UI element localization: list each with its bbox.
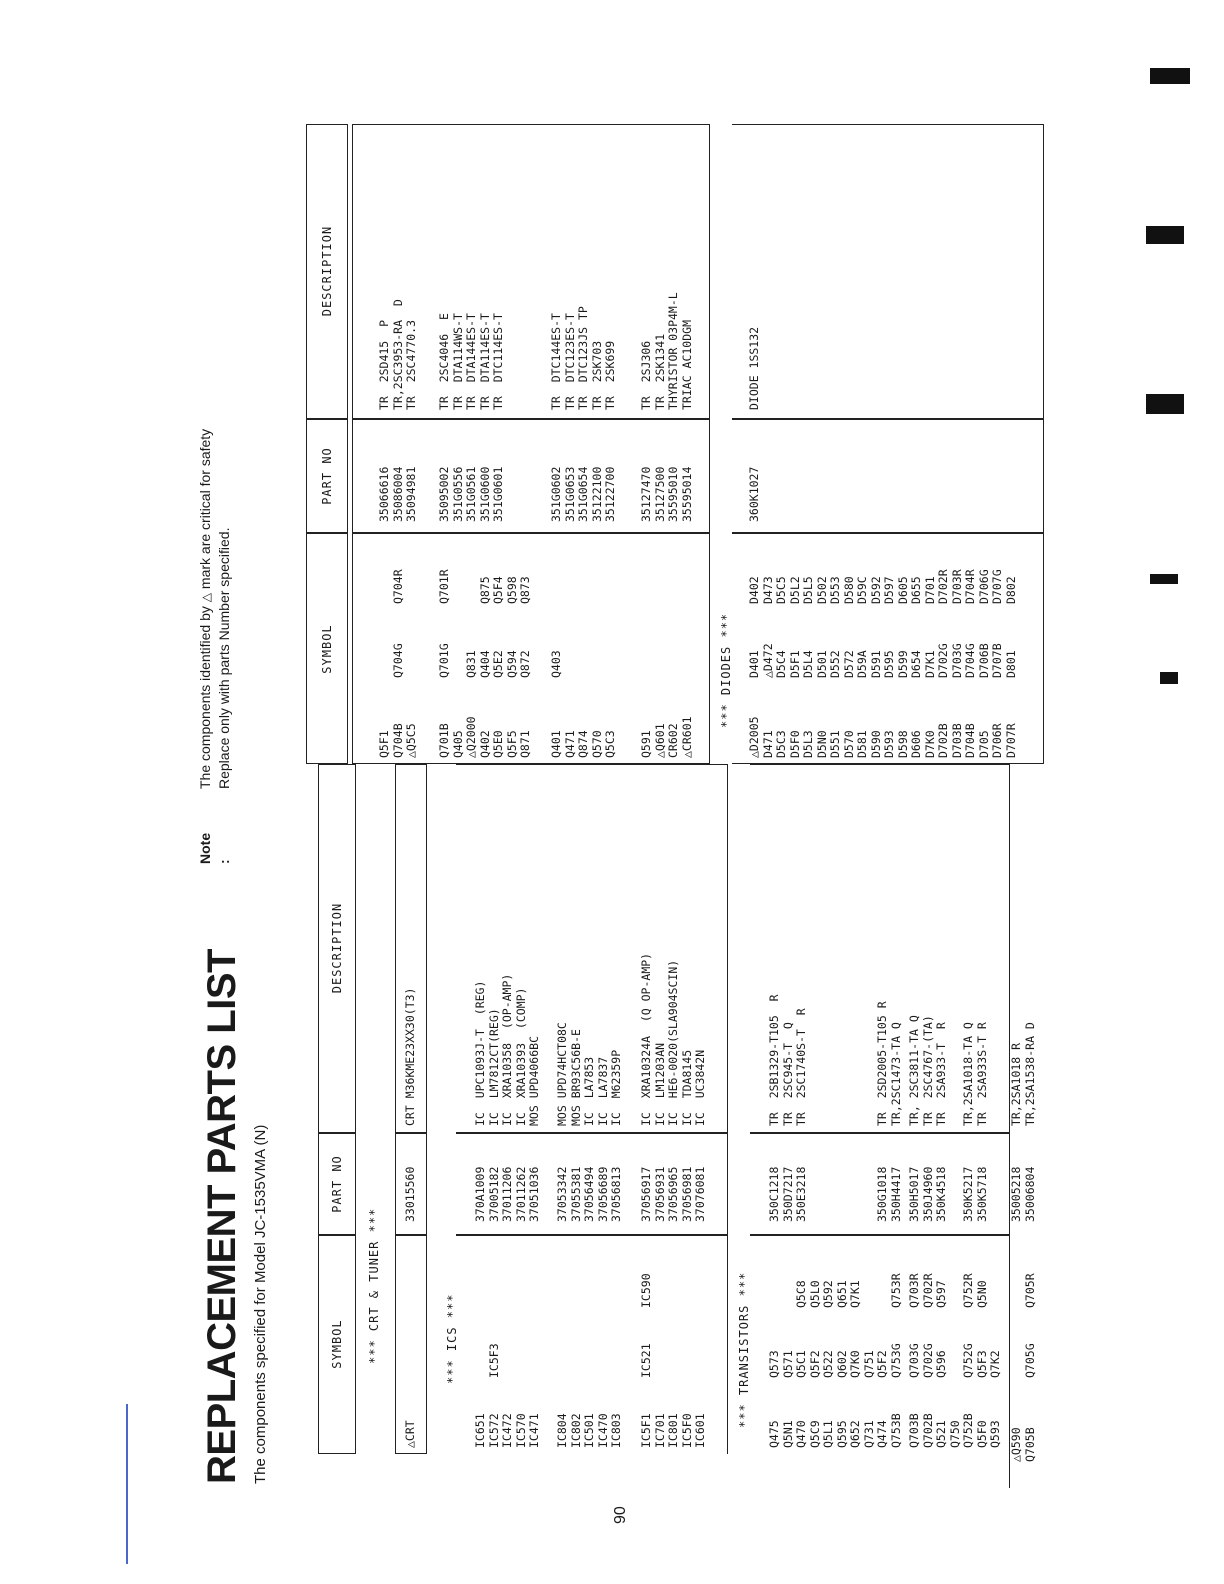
page-subtitle: The components specified for Model JC-1535VMA (N) <box>252 1124 269 1484</box>
description-col: DIODE 1SS132 <box>747 326 761 410</box>
section-crt-tuner: *** CRT & TUNER *** <box>367 1207 381 1364</box>
symbols-col-3: Q704R <box>390 569 405 604</box>
symbols-col-2: Q703G Q702G Q596 Q752G Q5F3 Q7K2 <box>907 1343 1002 1378</box>
note-line-2: Replace only with parts Number specified. <box>216 527 232 789</box>
symbols-col-1: Q5F1 Q704B △Q5C5 <box>377 723 418 758</box>
header-symbol: SYMBOL <box>320 624 334 674</box>
symbols-col-2: D401 △D472 D5C4 D5F1 D5L4 D501 D552 D572 D59A D591 D595 D599 D654 D7K1 D702G D703G D704G D706B D707B D801 <box>747 643 1018 678</box>
symbols-col-3: IC590 <box>639 1273 653 1308</box>
page-title: REPLACEMENT PARTS LIST <box>200 949 244 1484</box>
section-ics: *** ICS *** <box>445 1293 459 1384</box>
part-no-col: 370A1009 37005182 37011206 37011262 37051036 <box>473 1166 541 1222</box>
crt-part-no: 33015560 <box>403 1166 417 1222</box>
symbols-col-1: IC804 IC802 IC501 IC470 IC803 <box>555 1413 623 1448</box>
section-diodes: *** DIODES *** <box>719 612 733 728</box>
part-no-col: 35066616 35086004 35094981 <box>377 466 418 522</box>
part-no-col: 350C1218 350D7217 350E3218 <box>767 1166 808 1222</box>
scan-mark <box>1146 394 1184 414</box>
symbols-col-3: Q701R Q875 Q5F4 Q598 Q873 <box>437 569 532 604</box>
symbols-col-1: Q591 △Q601 CR602 △CR601 <box>639 716 694 758</box>
description-col: TR 2SJ306 TR 2SK1341 THYRISTOR 03P4M-L TRIAC AC10DGM <box>639 292 694 410</box>
scan-mark <box>1150 574 1178 584</box>
symbols-col-3: Q703R Q702R Q597 Q752R Q5N0 <box>907 1273 989 1308</box>
symbols-col-2: Q573 Q571 Q5C1 Q5F2 Q522 Q602 Q7K0 Q751 Q5F2 Q753G <box>767 1343 903 1378</box>
symbols-col-2: Q701G Q831 Q404 Q5E2 Q594 Q872 <box>437 643 532 678</box>
part-no-col: 37053342 37055381 37056494 37056689 37056813 <box>555 1166 623 1222</box>
symbols-col-1: △Q590 Q705B <box>1009 1427 1037 1462</box>
symbols-col-3: Q705R <box>1022 1273 1037 1308</box>
description-col: IC XRA10324A (Q OP-AMP) IC LM1203AN IC HE6-0020(SLA904SCIN) IC TDA8145 IC UC3842N <box>639 952 707 1126</box>
part-no-col: 350H5017 350J4960 350K4518 <box>907 1166 948 1222</box>
header-part-no: PART NO <box>330 1155 344 1213</box>
transistors-box <box>750 764 1010 1488</box>
description-col: TR DTC144ES-T TR DTC123ES-T TR DTC123JS TP TR 2SK703 TR 2SK699 <box>549 306 617 410</box>
description-col: TR 2SD2005-T105 R TR,2SC1473-TA Q <box>875 1001 903 1126</box>
warning-triangle-icon: △ <box>199 592 213 603</box>
symbols-col-1: Q703B Q702B Q521 Q750 Q752B Q5F0 Q593 <box>907 1413 1002 1448</box>
part-no-col: 351G0602 351G0653 351G0654 35122100 35122700 <box>549 466 617 522</box>
description-col: IC UPC1093J-T (REG) IC LM7812CT(REG) IC XRA10358 (OP-AMP) IC XRA10393 (COMP) MOS UPD4066BC <box>473 973 541 1126</box>
part-no-col: 35095002 351G0556 351G0561 351G0600 351G0601 <box>437 466 505 522</box>
symbols-col-2: Q705G <box>1022 1343 1037 1378</box>
scan-mark <box>1150 68 1190 84</box>
scan-mark <box>1160 672 1178 684</box>
description-col: TR,2SA1018 R TR,2SA1538-RA D <box>1009 1022 1037 1126</box>
symbols-col-2: IC521 <box>639 1343 653 1378</box>
scan-mark <box>1146 226 1184 244</box>
part-no-col: 35005218 35006804 <box>1009 1166 1037 1222</box>
note-text-a: The components identified by <box>197 606 213 789</box>
symbols-col-2: IC5F3 <box>486 1343 501 1378</box>
part-no-col: 360K1027 <box>747 466 761 522</box>
description-col: TR,2SA1018-TA Q TR 2SA933S-T R <box>961 1022 989 1126</box>
edge-line <box>126 1404 128 1564</box>
crt-description: CRT M36KME23XX30(T3) <box>403 987 417 1126</box>
crt-symbol: △CRT <box>403 1420 417 1448</box>
symbols-col-1: Q475 Q5N1 Q470 Q5C9 Q5L1 Q595 Q652 Q731 Q474 Q753B <box>767 1413 903 1448</box>
description-col: TR 2SD415 P TR,2SC3953-RA D TR 2SC4770.3 <box>377 299 418 410</box>
note-text-b: mark are critical for safety <box>197 428 213 590</box>
symbols-col-1: Q401 Q471 Q874 Q570 Q5C3 <box>549 730 617 758</box>
description-col: TR 2SC4046 E TR DTA114WS-T TR DTA144ES-T TR DTA114ES-T TR DTC114ES-T <box>437 313 505 410</box>
description-col: TR, 2SC3811-TA Q TR 2SC4767-(TA) TR 2SA933-T R <box>907 1015 948 1126</box>
section-transistors: *** TRANSISTORS *** <box>737 1271 751 1428</box>
part-no-col: 350G1018 350H4417 <box>875 1166 903 1222</box>
page-number: 90 <box>612 1506 629 1524</box>
symbols-col-1: IC651 IC572 IC472 IC570 IC471 <box>473 1413 541 1448</box>
part-no-col: 37056917 37056931 37056965 37056981 37076081 <box>639 1166 707 1222</box>
header-part-no: PART NO <box>320 447 334 505</box>
header-symbol: SYMBOL <box>330 1319 344 1369</box>
symbols-col-3: Q5C8 Q5L0 Q592 Q651 Q7K1 Q753R <box>794 1273 903 1308</box>
symbols-col-1: △D2005 D471 D5C3 D5F0 D5L3 D5N0 D551 D570 D581 D590 D593 D598 D606 D7K0 D702B D703B D704B D705 D706R D707R <box>747 716 1018 758</box>
description-col: TR 2SB1329-T105 R TR 2SC945-T Q TR 2SC1740S-T R <box>767 994 808 1126</box>
symbols-col-1: IC5F1 IC701 IC801 IC5F0 IC601 <box>639 1413 707 1448</box>
part-no-col: 35127470 35127500 35595010 35595014 <box>639 466 694 522</box>
symbols-col-2: Q403 <box>549 650 563 678</box>
symbols-col-2: Q704G <box>390 643 405 678</box>
symbols-col-3: D402 D473 D5C5 D5L2 D5L5 D502 D553 D580 D59C D592 D597 D605 D655 D701 D702R D703R D704R D706G D707G D802 <box>747 569 1018 604</box>
header-description: DESCRIPTION <box>330 902 344 994</box>
description-col: MOS UPD74HCT08C MOS BR93C56B-E IC LA7853 IC LA7837 IC M62359P <box>555 1022 623 1126</box>
part-no-col: 350K5217 350K5718 <box>961 1166 989 1222</box>
note-label: Note : <box>197 832 232 864</box>
note-line-1 <box>196 429 216 789</box>
header-description: DESCRIPTION <box>320 225 334 317</box>
symbols-col-1: Q701B Q405 △Q2000 Q402 Q5E0 Q5F5 Q871 <box>437 716 532 758</box>
